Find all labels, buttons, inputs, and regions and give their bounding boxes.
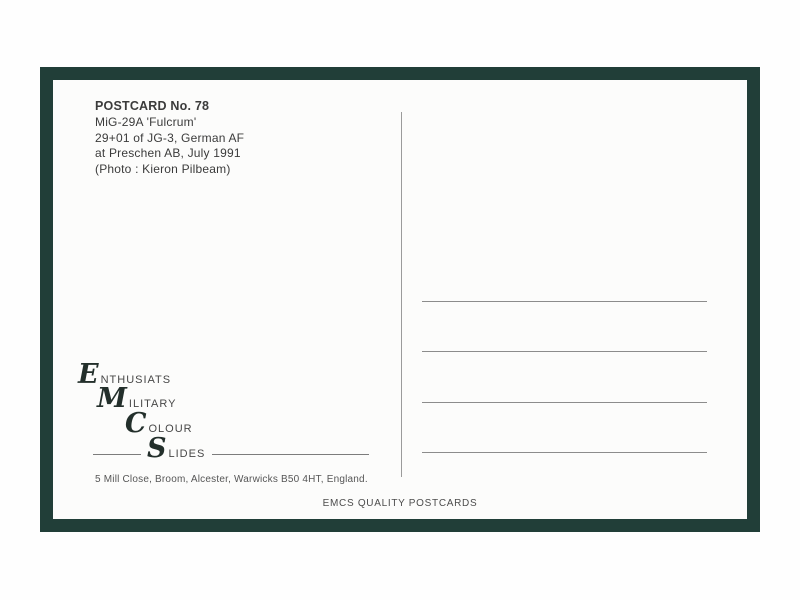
caption-subject: MiG-29A 'Fulcrum' [95,114,197,129]
address-rule-3 [422,402,707,403]
caption-photo-credit: (Photo : Kieron Pilbeam) [95,162,231,177]
address-rule-1 [422,301,707,302]
logo-initial-s: S [147,433,167,464]
logo-line-colour [125,408,193,439]
logo-text-colour: OLOUR [148,423,193,435]
logo-line-military [97,383,177,414]
center-divider-line [401,112,402,477]
address-rule-2 [422,351,707,352]
footer-brand-text: EMCS QUALITY POSTCARDS [322,498,478,509]
logo-text-slides: LIDES [168,448,206,460]
logo-rule-right [212,454,369,455]
logo-initial-m: M [97,383,127,414]
postcard-back [40,67,760,532]
photo-caption-block [95,99,244,178]
logo-initial-c: C [125,408,147,439]
logo-rule-left [93,454,141,455]
logo-text-enthusiasts: NTHUSIATS [100,374,172,386]
postcard-number: POSTCARD No. 78 [95,99,210,113]
address-rule-4 [422,452,707,453]
publisher-address: 5 Mill Close, Broom, Alcester, Warwicks B50 4HT, England. [95,474,368,485]
logo-initial-e: E [78,359,99,390]
caption-location-date: at Preschen AB, July 1991 [95,146,241,161]
caption-unit: 29+01 of JG-3, German AF [95,130,245,145]
logo-text-military: ILITARY [128,398,177,410]
logo-line-slides [147,433,206,464]
